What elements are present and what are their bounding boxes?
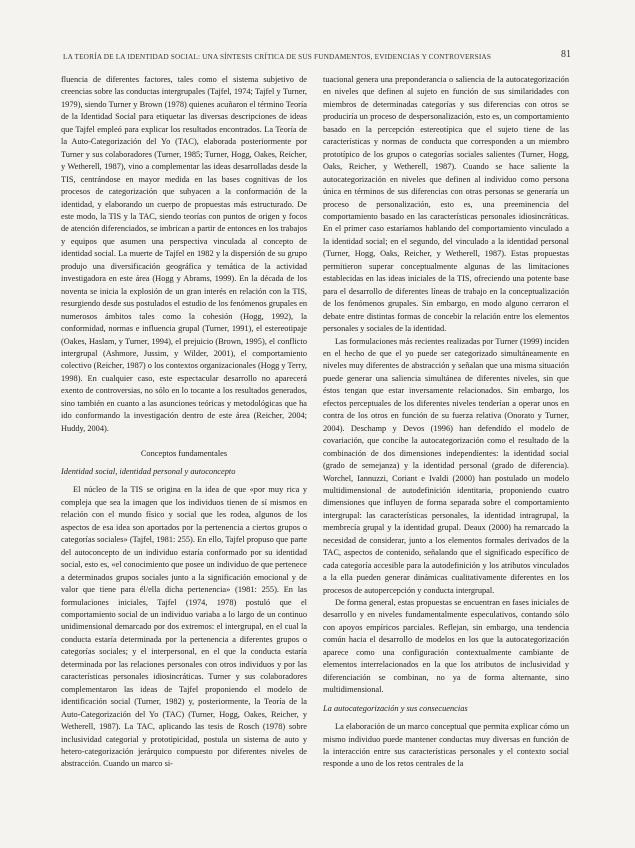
subsection-heading: La autocategorización y sus consecuencias bbox=[323, 703, 468, 713]
paragraph: tuacional genera una preponderancia o saliencia de la autocategorización en niveles que definen al sujeto en función de sus similaridades con miembros de determinadas categorías y sus diferencias con otros se produciría un proceso de despersonalización, esto es, un comportamiento basado en la percepción estereotípica que el sujeto tiene de las características y normas de conducta que corresponden a un miembro prototípico de los grupos o categorías sociales salientes (Turner, Hogg, Oaks, Reicher, y Wetherell, 1987). Cuando se hace saliente la autocategorización en niveles que definen al individuo como persona única en términos de sus diferencias con otras personas se generaría un proceso de personalización, esto es, una preeminencia del comportamiento basado en las características personales idiosincráticas. En el primer caso estaríamos hablando del comportamiento vinculado a la identidad social; en el segundo, del vinculado a la identidad personal (Turner, Hogg, Oaks, Reicher, y Wetherell, 1987). Estas propuestas permitieron superar conceptualmente algunas de las limitaciones establecidas en las ideas iniciales de la TIS, ofreciendo una potente base para el desarrollo de diferentes líneas de trabajo en la conceptualización de los fenómenos grupales. Sin embargo, en modo alguno cerraron el debate entre distintas formas de concebir la relación entre los elementos personales y sociales de la identidad. bbox=[323, 75, 569, 334]
paragraph: La elaboración de un marco conceptual que permita explicar cómo un mismo individuo puede mantener conductas muy diversas en función de la interacción entre sus características personales y el contexto social responde a uno de los retos centrales de la bbox=[323, 722, 569, 769]
paragraph: Las formulaciones más recientes realizadas por Turner (1999) inciden en el hecho de que el yo puede ser categorizado simultáneamente en niveles muy diferentes de abstracción y señalan que una misma situación puede generar una saliencia simultánea de diferentes niveles, sin que éstos tengan que estar inversamente relacionados. Sin embargo, los efectos perceptuales de los diferentes niveles tenderían a operar unos en contra de los otros en función de su fuerza relativa (Onorato y Turner, 2004). Deschamp y Devos (1996) han defendido el modelo de covariación, que concibe la autocategorización como el resultado de la combinación de dos dimensiones independientes: la identidad social (grado de semejanza) y la identidad personal (grado de diferencia). Worchel, Iannuzzi, Coriant e Ivaldi (2000) han postulado un modelo multidimensional de autodefinición identitaria, proponiendo cuatro dimensiones que influyen de forma separada sobre el comportamiento intergrupal: las características personales, la identidad intragrupal, la membrecía grupal y la identidad grupal. Deaux (2000) ha remarcado la necesidad de considerar, junto a los elementos formales derivados de la TAC, aspectos de contenido, señalando que el significado específico de cada categoría accesible para la autodefinición y los atributos vinculados a la ella pueden generar dinámicas cualitativamente diferentes en los procesos de autopercepción y conducta intergrupal. bbox=[323, 336, 569, 595]
paragraph: fluencia de diferentes factores, tales como el sistema subjetivo de creencias sobre las conductas intergrupales (Tajfel, 1974; Tajfel y Turner, 1979), siendo Turner y Brown (1978) quienes acuñaron el término Teoría de la Identidad Social para etiquetar las diversas descripciones de ideas que Tajfel empleó para explicar los resultados encontrados. La Teoría de la Auto-Categorización del Yo (TAC), elaborada posteriormente por Turner y sus colaboradores (Turner, 1985; Turner, Hogg, Oakes, Reicher, y Wetherell, 1987), vino a complementar las ideas desarrolladas desde la TIS, centrándose en mayor medida en las bases cognitivas de los procesos de categorización que subyacen a la conformación de la identidad, y elaborando un cuerpo de propuestas más estructurado. De este modo, la TIS y la TAC, siendo teorías con puntos de origen y focos de atención diferenciados, se imbrican a partir de entonces en los trabajos y equipos que asumen una perspectiva vinculada al concepto de identidad social. La muerte de Tajfel en 1982 y la dispersión de su grupo produjo una diversificación geográfica y temática de la actividad investigadora en este área (Hogg y Abrams, 1999). En la década de los noventa se inicia la explosión de un gran interés en relación con la TIS, resurgiendo desde sus postulados el estudio de los fenómenos grupales en numerosos ámbitos tales como la cohesión (Hogg, 1992), la conformidad, normas e influencia grupal (Turner, 1991), el estereotipaje (Oakes, Haslam, y Turner, 1994), el prejuicio (Brown, 1995), el conflicto intergrupal (Ashmore, Jussim, y Wilder, 2001), el comportamiento colectivo (Reicher, 1987) o los contextos organizacionales (Hogg y Terry, 1998). En cualquier caso, este espectacular desarrollo no aparecerá exento de controversias, no sólo en lo tocante a los resultados generados, sino también en cuanto a las asunciones teóricas y metodológicas que ha ido conformando la investigación dentro de este área (Reicher, 2004; Huddy, 2004). bbox=[61, 75, 307, 433]
paragraph: El núcleo de la TIS se origina en la idea de que «por muy rica y compleja que sea la imagen que los individuos tienen de sí mismos en relación con el mundo físico y social que les rodea, algunos de los aspectos de esa idea son aportados por la pertenencia a ciertos grupos o categorías sociales» (Tajfel, 1981: 255). En ello, Tajfel propuso que parte del autoconcepto de un individuo estaría conformado por su identidad social, esto es, «el conocimiento que posee un individuo de que pertenece a determinados grupos sociales junto a la significación emocional y de valor que tiene para él/ella dicha pertenencia» (1981: 255). En las formulaciones iniciales, Tajfel (1974, 1978) postuló que el comportamiento social de un individuo variaba a lo largo de un continuo unidimensional demarcado por dos extremos: el intergrupal, en el cual la conducta estaría determinada por la pertenencia a diferentes grupos o categorías sociales; y el interpersonal, en el que la conducta estaría determinada por las relaciones personales con otros individuos y por las características personales idiosincráticas. Turner y sus colaboradores complementaron las ideas de Tajfel proponiendo el modelo de identificación social (Turner, 1982) y, posteriormente, la Teoría de la Auto-Categorización del Yo (TAC) (Turner, Hogg, Oakes, Reicher, y Wetherell, 1987). La TAC, aplicando las tesis de Rosch (1978) sobre inclusividad categorial y prototipicidad, postula un sistema de auto y hetero-categorización jerárquico compuesto por diferentes niveles de abstracción. Cuando un marco si- bbox=[61, 485, 307, 769]
paragraph: De forma general, estas propuestas se encuentran en fases iniciales de desarrollo y en niveles fundamentalmente especulativos, contando sólo con apoyos empíricos parciales. Reflejan, sin embargo, una tendencia común hacia el desarrollo de modelos en los que la autocategorización aparece como una configuración contextualmente cambiante de elementos interrelacionados en la que los atributos de inclusividad y diferenciación se combinan, no ya de forma alternante, sino multidimensional. bbox=[323, 598, 569, 695]
page-number: 81 bbox=[561, 49, 571, 60]
section-heading: Conceptos fundamentales bbox=[140, 448, 228, 458]
running-header: LA TEORÍA DE LA IDENTIDAD SOCIAL: UNA SÍNTESIS CRÍTICA DE SUS FUNDAMENTOS, EVIDENCIAS Y CONTROVERSIAS bbox=[63, 52, 492, 61]
subsection-heading: Identidad social, identidad personal y autoconcepto bbox=[61, 467, 236, 477]
left-column bbox=[61, 74, 307, 771]
right-column bbox=[323, 74, 569, 771]
